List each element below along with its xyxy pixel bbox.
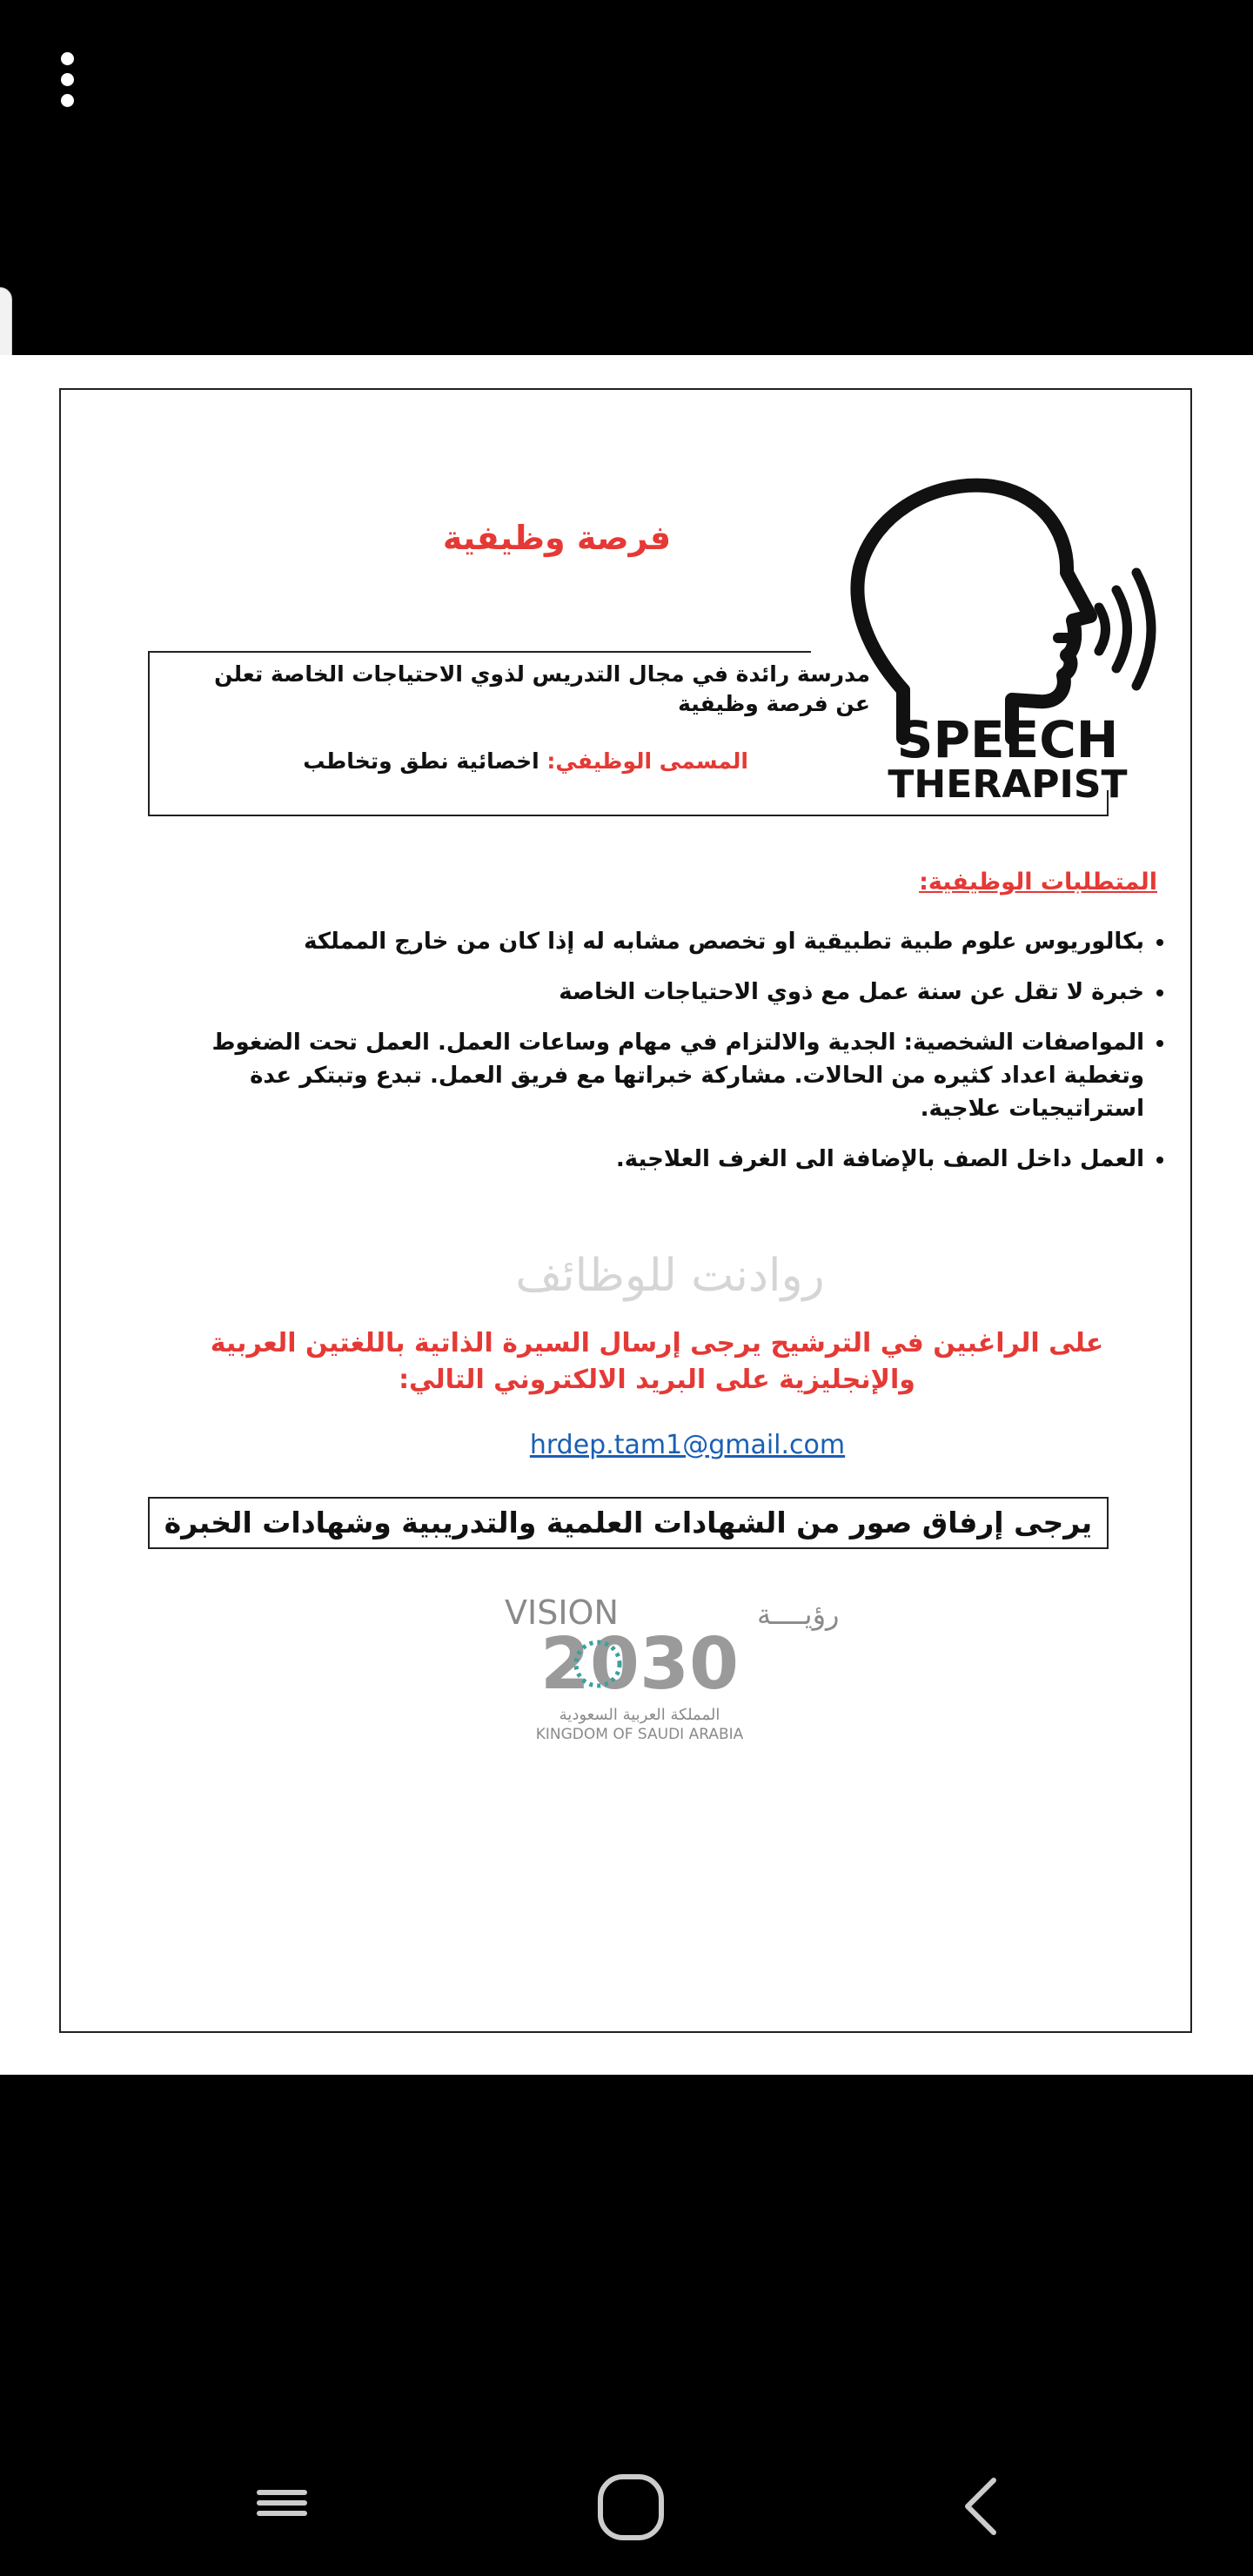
logo-line-1: SPEECH [896,710,1119,769]
document-image [0,355,1253,2075]
email-link[interactable]: hrdep.tam1@gmail.com [529,1430,846,1460]
more-vertical-icon[interactable] [56,52,78,113]
list-item: • بكالوريوس علوم طبية تطبيقية او تخصص مشابه له إذا كان من خارج المملكة [209,925,1144,958]
requirements-list [209,925,1179,1193]
requirements-heading: المتطلبات الوظيفية: [919,869,1157,896]
list-item: • المواصفات الشخصية: الجدية والالتزام في مهام وساعات العمل. العمل تحت الضغوط وتغطية اعداد كثيره من الحالات. مشاركة خبراتها مع فريق العمل. تبدع وتبتكر عدة استراتيجيات علاجية. [209,1026,1144,1125]
logo-line-2: THERAPIST [888,762,1128,807]
kingdom-ar: المملكة العربية السعودية [559,1706,720,1724]
job-title-label: المسمى الوظيفي: [546,748,748,774]
navigation-bar [0,2437,1253,2576]
vision-year: 2030 [539,1623,740,1706]
job-title-line [218,748,748,774]
back-icon[interactable] [957,2472,1009,2541]
recents-icon[interactable] [244,2480,313,2532]
list-item: • العمل داخل الصف بالإضافة الى الغرف العلاجية. [209,1143,1144,1176]
job-posting [59,388,1192,2033]
watermark: روادنت للوظائف [515,1250,825,1302]
vision-ar: رؤيــــة [757,1598,840,1631]
apply-text: على الراغبين في الترشيح يرجى إرسال السيرة الذاتية باللغتين العربية والإنجليزية على البريد الالكتروني التالي: [210,1328,1104,1395]
vision-2030-logo [496,1591,840,1756]
job-title-value: اخصائية نطق وتخاطب [303,748,539,774]
home-icon[interactable] [600,2477,661,2538]
vision-en: VISION [505,1593,619,1632]
intro-text: مدرسة رائدة في مجال التدريس لذوي الاحتياجات الخاصة تعلن عن فرصة وظيفية [214,661,870,716]
kingdom-en: KINGDOM OF SAUDI ARABIA [535,1726,744,1743]
job-heading: فرصة وظيفية [442,519,672,557]
list-item: • خبرة لا تقل عن سنة عمل مع ذوي الاحتياجات الخاصة [209,976,1144,1009]
attach-note: يرجى إرفاق صور من الشهادات العلمية والتدريبية وشهادات الخبرة [148,1497,1109,1549]
